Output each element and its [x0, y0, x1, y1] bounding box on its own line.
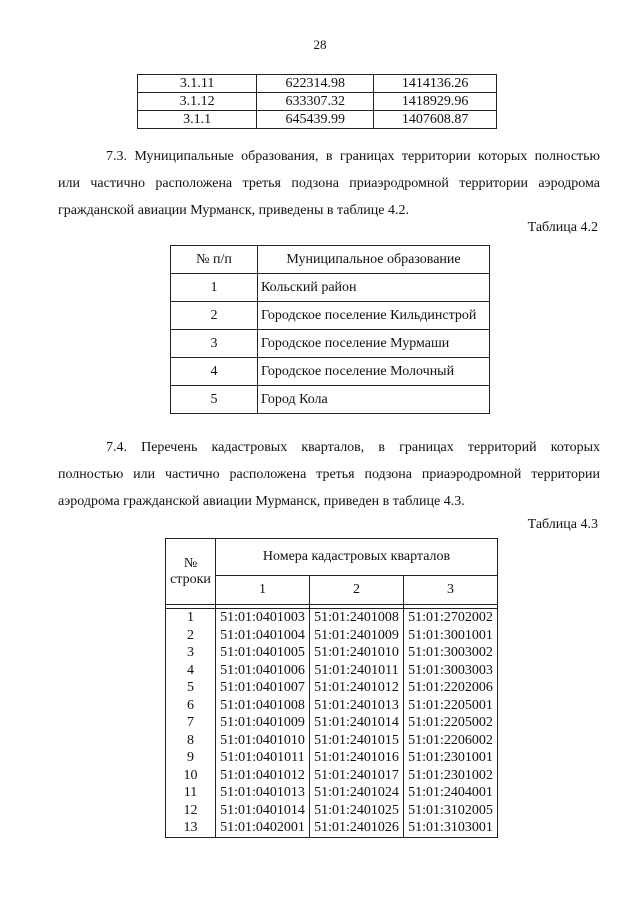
cadastral-number-cell: 51:01:2301001 [403, 749, 497, 767]
paragraph-line: гражданской авиации Мурманск, приведены в таблице 4.2. [58, 203, 409, 218]
cadastral-number-cell: 51:01:0401003 [216, 609, 310, 627]
group-header: Номера кадастровых кварталов [216, 539, 498, 576]
row-number-cell: 1 [166, 609, 216, 627]
cadastral-number-cell: 51:01:0402001 [216, 819, 310, 837]
cadastral-number-cell: 51:01:3003002 [403, 644, 497, 662]
table-row [166, 662, 498, 680]
table-row [166, 679, 498, 697]
row-number-cell: 3 [166, 644, 216, 662]
cadastral-number-cell: 51:01:3001001 [403, 627, 497, 645]
table-row [171, 386, 490, 414]
table-header-row [171, 246, 490, 274]
table-header-row [166, 576, 498, 605]
cadastral-number-cell: 51:01:0401006 [216, 662, 310, 680]
cadastral-number-cell: 51:01:2206002 [403, 732, 497, 750]
row-number-cell: 3 [171, 330, 258, 358]
y-coordinate-cell: 1407608.87 [374, 111, 497, 129]
cadastral-number-cell: 51:01:2401010 [309, 644, 403, 662]
column-header: 2 [309, 576, 403, 605]
row-number-cell: 7 [166, 714, 216, 732]
point-id-cell: 3.1.12 [138, 93, 257, 111]
paragraph-line: аэродрома гражданской авиации Мурманск, приведен в таблице 4.3. [58, 494, 465, 509]
table-row [171, 330, 490, 358]
column-header: Муниципальное образование [258, 246, 490, 274]
row-number-cell: 6 [166, 697, 216, 715]
cadastral-number-cell: 51:01:2401013 [309, 697, 403, 715]
row-number-header: № строки [166, 539, 216, 605]
paragraph-line: или частично расположена третья подзона приаэродромной территории аэродрома [58, 176, 600, 191]
column-header: № п/п [171, 246, 258, 274]
table-row [166, 697, 498, 715]
cadastral-quarters-table [165, 538, 498, 838]
cadastral-number-cell: 51:01:0401004 [216, 627, 310, 645]
row-number-cell: 10 [166, 767, 216, 785]
table-row [166, 714, 498, 732]
column-header: 1 [216, 576, 310, 605]
table-row [138, 111, 497, 129]
cadastral-number-cell: 51:01:2301002 [403, 767, 497, 785]
municipalities-table [170, 245, 490, 414]
municipality-cell: Городское поселение Мурмаши [258, 330, 490, 358]
paragraph-line: полностью или частично расположена третья подзона приаэродромной территории [58, 467, 600, 482]
cadastral-number-cell: 51:01:0401007 [216, 679, 310, 697]
row-number-cell: 13 [166, 819, 216, 837]
table-row [138, 93, 497, 111]
row-number-cell: 5 [171, 386, 258, 414]
table-row [166, 784, 498, 802]
cadastral-number-cell: 51:01:0401005 [216, 644, 310, 662]
cadastral-number-cell: 51:01:0401013 [216, 784, 310, 802]
table-row [171, 302, 490, 330]
row-number-cell: 1 [171, 274, 258, 302]
cadastral-number-cell: 51:01:0401010 [216, 732, 310, 750]
table-row [166, 802, 498, 820]
table-row [166, 732, 498, 750]
cadastral-number-cell: 51:01:2401016 [309, 749, 403, 767]
table-row [171, 358, 490, 386]
paragraph-line: 7.3. Муниципальные образования, в границах территории которых полностью [106, 149, 600, 164]
cadastral-number-cell: 51:01:2401009 [309, 627, 403, 645]
table-row [166, 627, 498, 645]
cadastral-number-cell: 51:01:2401024 [309, 784, 403, 802]
cadastral-number-cell: 51:01:2401012 [309, 679, 403, 697]
municipality-cell: Городское поселение Молочный [258, 358, 490, 386]
municipality-cell: Город Кола [258, 386, 490, 414]
municipality-cell: Кольский район [258, 274, 490, 302]
y-coordinate-cell: 1418929.96 [374, 93, 497, 111]
paragraph-7-3 [58, 143, 600, 224]
table-row [166, 819, 498, 837]
cadastral-number-cell: 51:01:3003003 [403, 662, 497, 680]
table-row [166, 749, 498, 767]
row-number-cell: 5 [166, 679, 216, 697]
cadastral-number-cell: 51:01:2401011 [309, 662, 403, 680]
cadastral-number-cell: 51:01:3103001 [403, 819, 497, 837]
cadastral-number-cell: 51:01:2401008 [309, 609, 403, 627]
row-number-cell: 2 [171, 302, 258, 330]
x-coordinate-cell: 633307.32 [257, 93, 374, 111]
y-coordinate-cell: 1414136.26 [374, 75, 497, 93]
coordinates-table [137, 74, 497, 129]
cadastral-number-cell: 51:01:2202006 [403, 679, 497, 697]
cadastral-number-cell: 51:01:2401014 [309, 714, 403, 732]
row-number-cell: 2 [166, 627, 216, 645]
table-row [166, 609, 498, 627]
cadastral-number-cell: 51:01:2404001 [403, 784, 497, 802]
table-row [166, 644, 498, 662]
paragraph-line: 7.4. Перечень кадастровых кварталов, в границах территорий которых [106, 440, 600, 455]
table-row [166, 767, 498, 785]
cadastral-number-cell: 51:01:3102005 [403, 802, 497, 820]
row-number-cell: 4 [166, 662, 216, 680]
cadastral-number-cell: 51:01:0401012 [216, 767, 310, 785]
point-id-cell: 3.1.1 [138, 111, 257, 129]
table-4-2-caption: Таблица 4.2 [527, 220, 598, 235]
page-number: 28 [313, 37, 327, 52]
point-id-cell: 3.1.11 [138, 75, 257, 93]
municipality-cell: Городское поселение Кильдинстрой [258, 302, 490, 330]
cadastral-number-cell: 51:01:2205002 [403, 714, 497, 732]
row-number-cell: 9 [166, 749, 216, 767]
x-coordinate-cell: 645439.99 [257, 111, 374, 129]
cadastral-number-cell: 51:01:0401008 [216, 697, 310, 715]
x-coordinate-cell: 622314.98 [257, 75, 374, 93]
cadastral-rows [166, 605, 498, 838]
row-number-cell: 4 [171, 358, 258, 386]
cadastral-number-cell: 51:01:0401009 [216, 714, 310, 732]
cadastral-number-cell: 51:01:2702002 [403, 609, 497, 627]
cadastral-number-cell: 51:01:2401025 [309, 802, 403, 820]
row-number-cell: 11 [166, 784, 216, 802]
row-number-cell: 12 [166, 802, 216, 820]
table-header-row [166, 539, 498, 576]
table-row [171, 274, 490, 302]
table-row [138, 75, 497, 93]
row-number-cell: 8 [166, 732, 216, 750]
table-4-3-caption: Таблица 4.3 [527, 517, 598, 532]
cadastral-number-cell: 51:01:0401011 [216, 749, 310, 767]
cadastral-number-cell: 51:01:2401015 [309, 732, 403, 750]
cadastral-number-cell: 51:01:2205001 [403, 697, 497, 715]
cadastral-number-cell: 51:01:2401017 [309, 767, 403, 785]
cadastral-number-cell: 51:01:0401014 [216, 802, 310, 820]
column-header: 3 [403, 576, 497, 605]
cadastral-number-cell: 51:01:2401026 [309, 819, 403, 837]
paragraph-7-4 [58, 434, 600, 515]
